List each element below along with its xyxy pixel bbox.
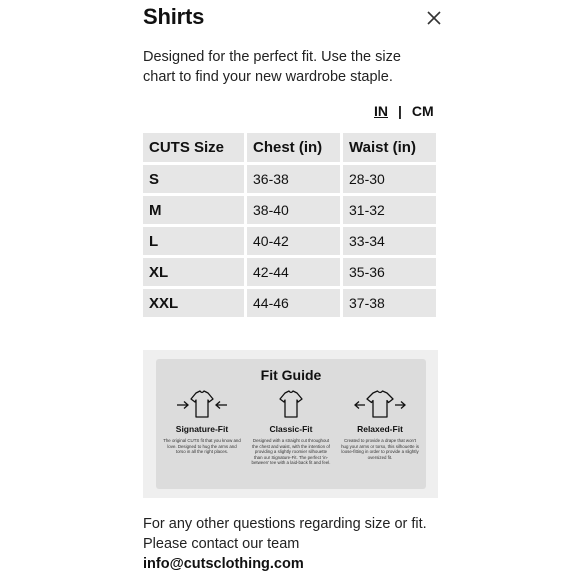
fit-guide-title: Fit Guide (260, 367, 322, 383)
header-chest: Chest (in) (247, 133, 340, 162)
unit-separator: | (398, 103, 402, 119)
size-cell: M (143, 196, 244, 224)
fit-name: Classic-Fit (269, 424, 313, 434)
waist-cell: 28-30 (343, 165, 436, 193)
intro-line-2: chart to find your new wardrobe staple. (143, 69, 393, 85)
page-title: Shirts (143, 4, 205, 29)
waist-cell: 35-36 (343, 258, 436, 286)
size-cell: XXL (143, 289, 244, 317)
unit-cm-button[interactable]: CM (411, 103, 434, 119)
header-cuts-size: CUTS Size (143, 133, 244, 162)
fit-name: Signature-Fit (175, 424, 229, 434)
table-row (143, 289, 436, 317)
footer-line-1: For any other questions regarding size or fit. (143, 516, 427, 532)
waist-cell: 33-34 (343, 227, 436, 255)
tshirt-arrows-out-icon (352, 387, 408, 421)
tshirt-arrows-in-icon (174, 387, 230, 421)
fit-description: Designed with a straight cut throughout the chest and waist, with the intention of providing a slightly roomier silhouette than our Signature-Fit. The perfect 'in-between' tee with a laid-back fit and feel. (251, 438, 331, 466)
unit-in-button[interactable]: IN (374, 103, 388, 119)
size-cell: S (143, 165, 244, 193)
close-icon[interactable] (424, 8, 444, 28)
contact-email-link[interactable]: info@cutsclothing.com (143, 556, 304, 572)
fit-classic (249, 387, 333, 466)
fit-guide-panel (143, 350, 438, 498)
contact-footer (143, 514, 427, 574)
table-row (143, 258, 436, 286)
size-chart-table (140, 130, 439, 320)
table-row (143, 196, 436, 224)
chest-cell: 44-46 (247, 289, 340, 317)
chest-cell: 42-44 (247, 258, 340, 286)
fit-signature (160, 387, 244, 455)
tshirt-icon (263, 387, 319, 421)
fit-relaxed (338, 387, 422, 460)
waist-cell: 31-32 (343, 196, 436, 224)
intro-text (143, 47, 443, 87)
table-row (143, 227, 436, 255)
size-cell: XL (143, 258, 244, 286)
chest-cell: 36-38 (247, 165, 340, 193)
table-row (143, 165, 436, 193)
footer-line-2: Please contact our team (143, 536, 300, 552)
unit-toggle (374, 103, 434, 119)
chest-cell: 40-42 (247, 227, 340, 255)
fit-guide-card (156, 359, 426, 489)
close-button[interactable] (424, 8, 444, 28)
table-header-row (143, 133, 436, 162)
fit-description: Created to provide a drape that won't hug your arms or torso, this silhouette is loose-fitting in order to provide a slightly oversized fit. (341, 438, 419, 460)
size-cell: L (143, 227, 244, 255)
intro-line-1: Designed for the perfect fit. Use the size (143, 49, 401, 65)
fit-name: Relaxed-Fit (357, 424, 403, 434)
waist-cell: 37-38 (343, 289, 436, 317)
fit-description: The original CUTS fit that you know and love. Designed to hug the arms and torso in all the right places. (163, 438, 241, 455)
header-waist: Waist (in) (343, 133, 436, 162)
chest-cell: 38-40 (247, 196, 340, 224)
